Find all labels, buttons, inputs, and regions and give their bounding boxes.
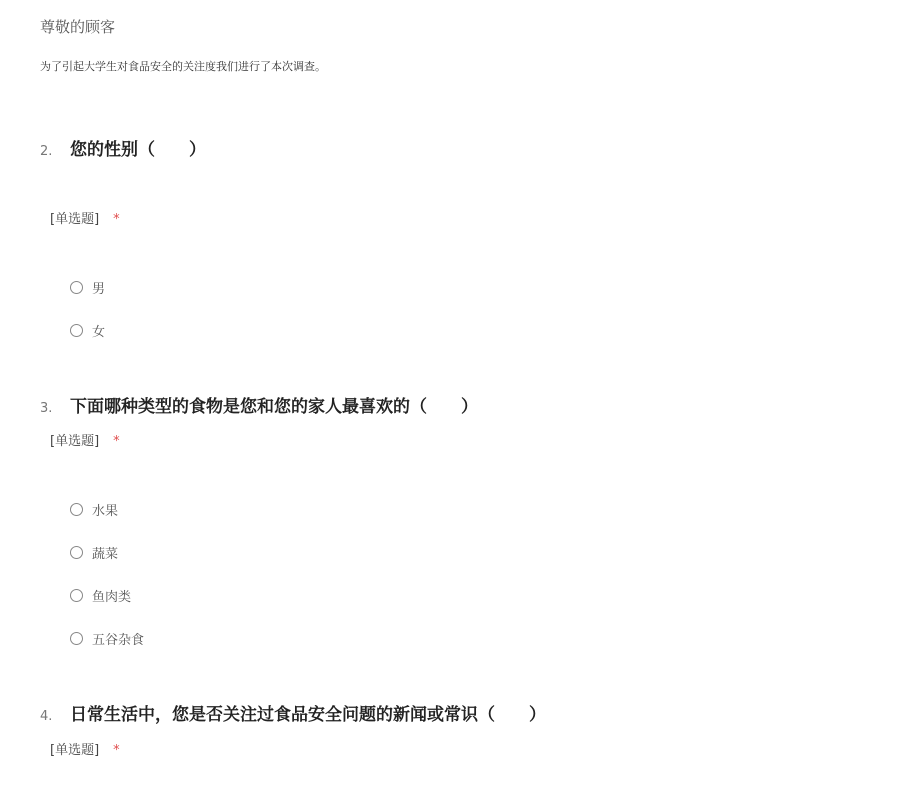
option-label: 鱼肉类 [92,590,132,605]
question-text: 日常生活中，您是否关注过食品安全问题的新闻或常识（ ） [70,705,546,725]
question-text: 下面哪种类型的食物是您和您的家人最喜欢的（ ） [70,397,478,417]
question-2-title [40,135,206,160]
question-text: 您的性别（ ） [70,140,206,160]
required-mark: * [113,212,120,227]
required-mark: * [113,743,120,758]
radio-icon[interactable] [70,281,83,294]
question-4-title [40,700,546,725]
radio-icon[interactable] [70,589,83,602]
question-2-type [50,208,120,227]
option-grains[interactable] [70,629,144,648]
option-label: 水果 [92,504,119,519]
greeting-text: 尊敬的顾客 [40,18,116,36]
radio-icon[interactable] [70,546,83,559]
required-mark: * [113,434,120,449]
intro-text: 为了引起大学生对食品安全的关注度我们进行了本次调查。 [40,60,326,73]
radio-icon[interactable] [70,503,83,516]
option-label: 女 [92,325,106,340]
question-type-label: [单选题] [50,743,100,758]
option-male[interactable] [70,278,105,297]
option-label: 男 [92,282,106,297]
question-3-type [50,430,120,449]
question-3-title [40,392,478,417]
question-4-type [50,739,120,758]
question-type-label: [单选题] [50,212,100,227]
option-female[interactable] [70,321,105,340]
option-fish-meat[interactable] [70,586,131,605]
radio-icon[interactable] [70,632,83,645]
question-number: 3. [40,401,53,416]
option-label: 蔬菜 [92,547,119,562]
option-label: 五谷杂食 [92,633,145,648]
question-number: 4. [40,709,53,724]
question-type-label: [单选题] [50,434,100,449]
question-number: 2. [40,144,53,159]
radio-icon[interactable] [70,324,83,337]
option-fruit[interactable] [70,500,118,519]
option-vegetables[interactable] [70,543,118,562]
